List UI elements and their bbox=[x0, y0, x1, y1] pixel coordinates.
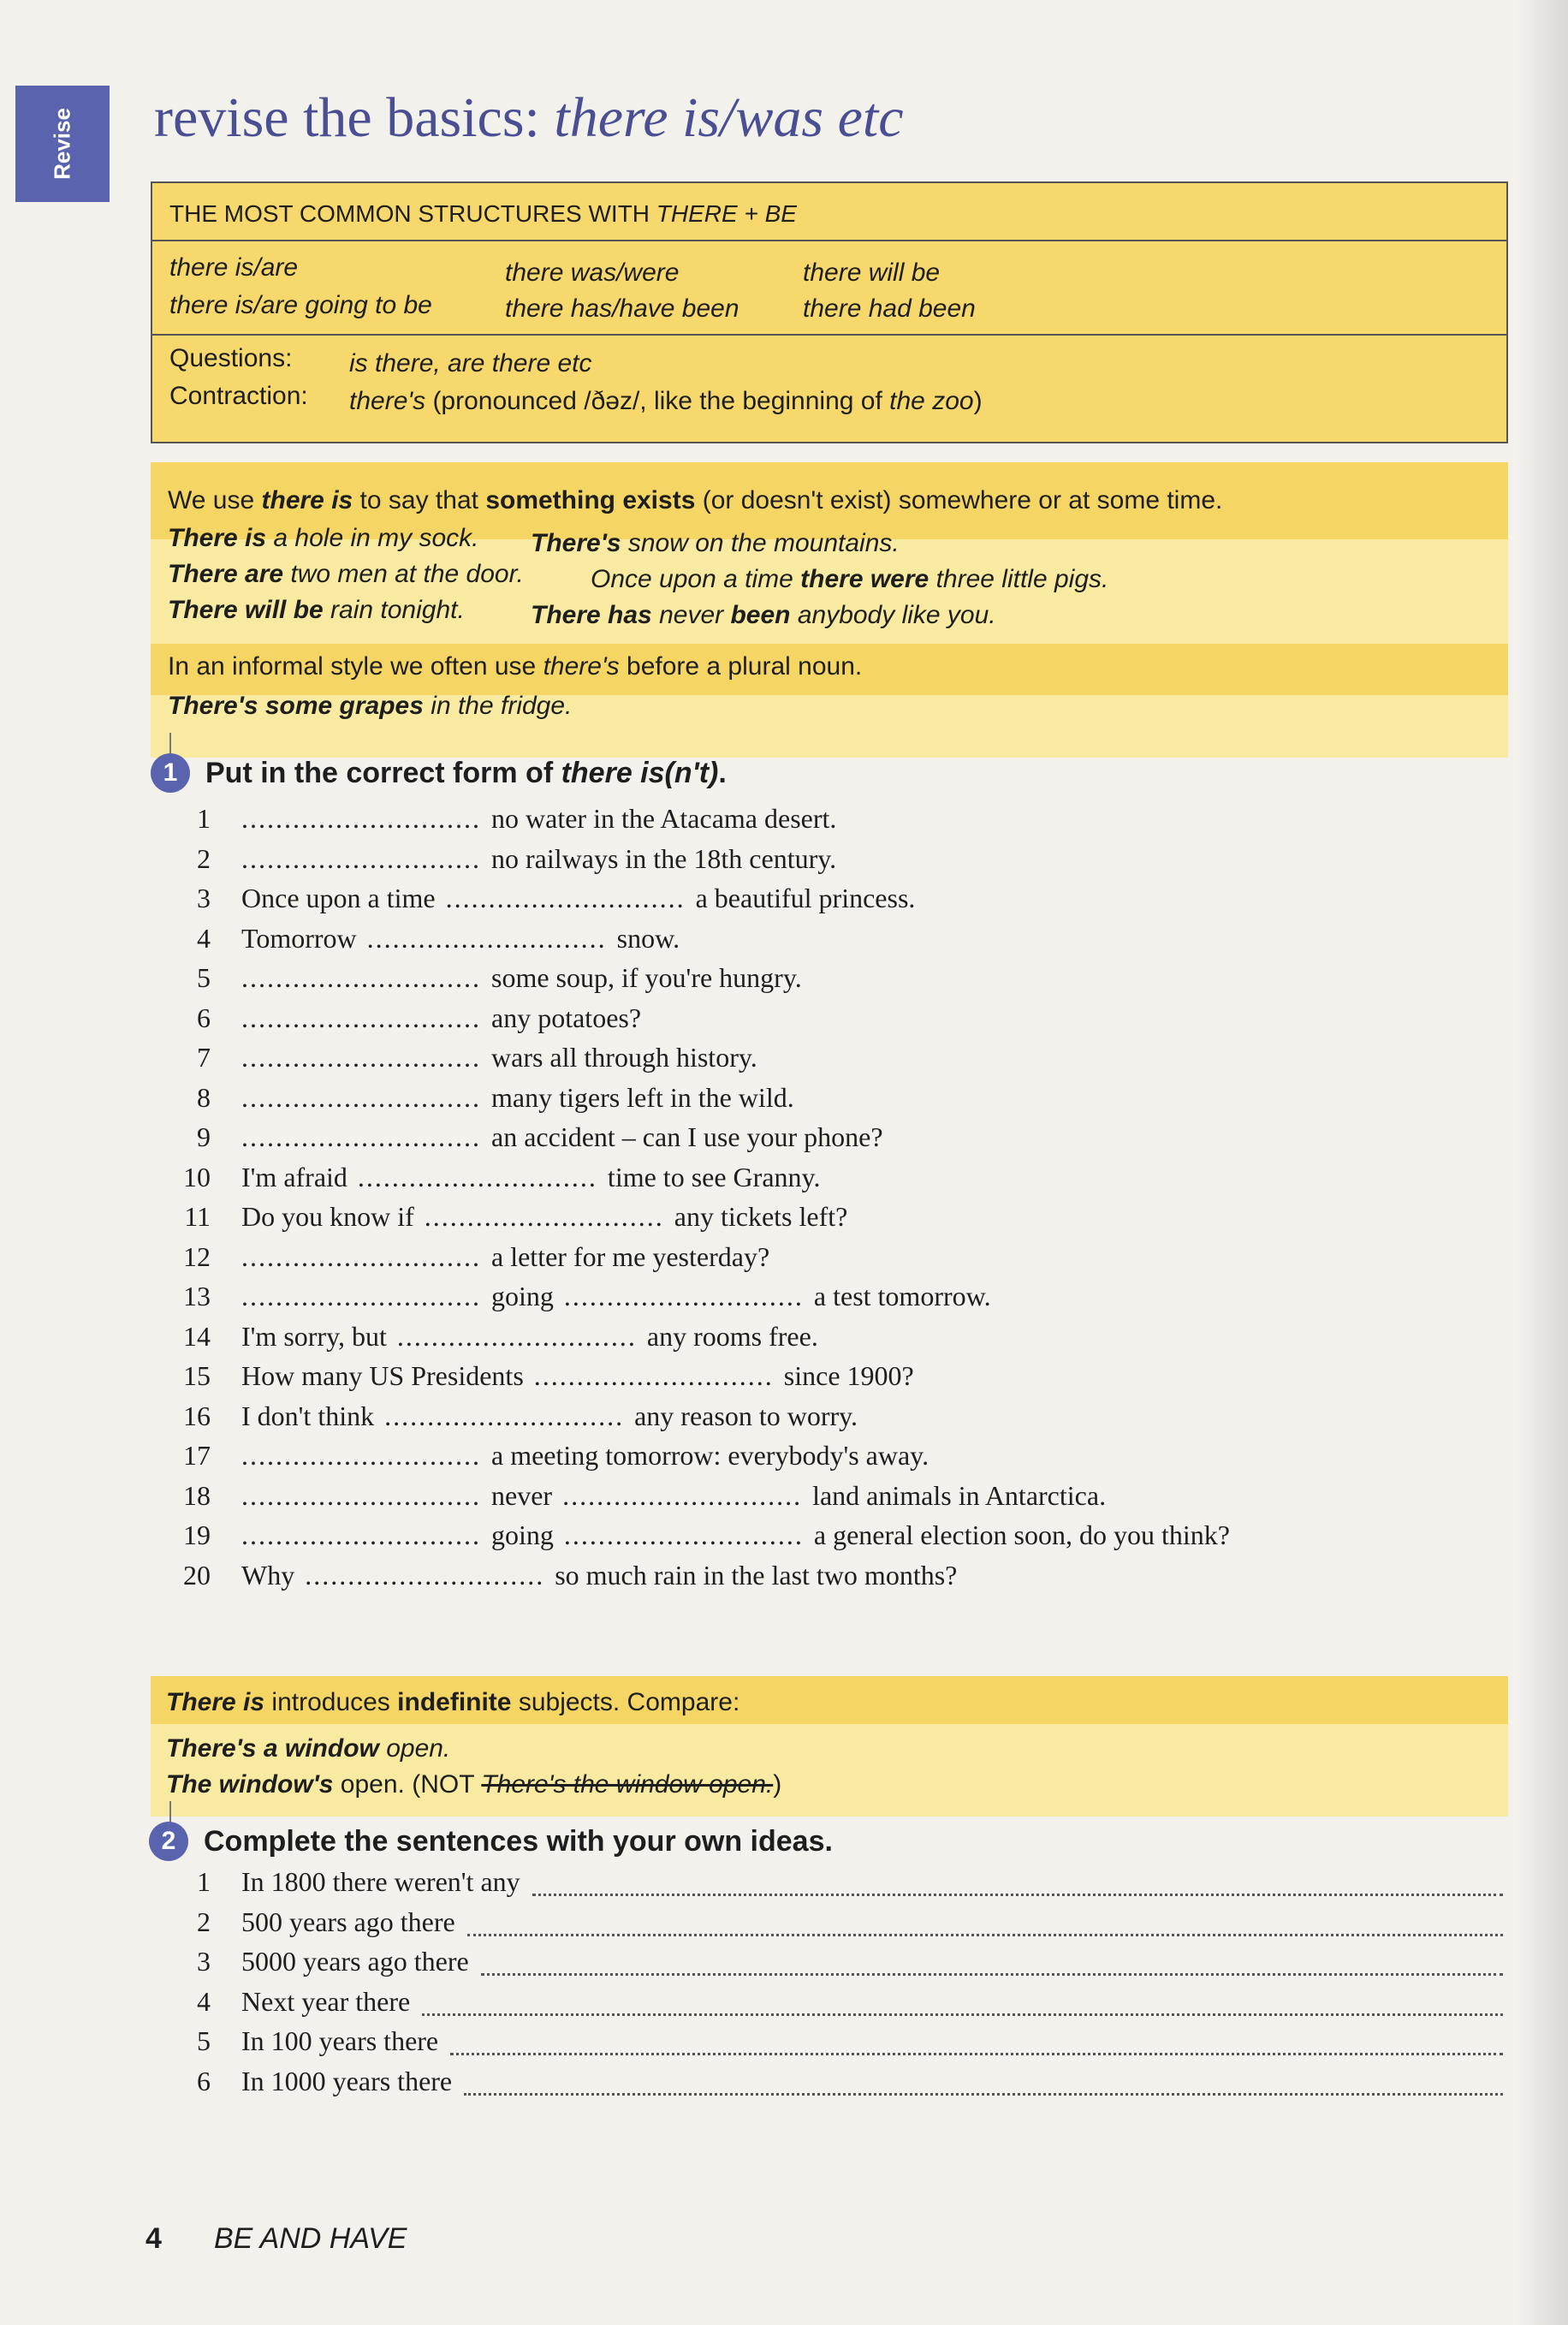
item-number: 19 bbox=[183, 1519, 211, 1550]
answer-blank[interactable]: ............................ bbox=[396, 1320, 637, 1352]
structures-heading: THE MOST COMMON STRUCTURES WITH THERE + BE bbox=[152, 183, 1506, 241]
box2-rule: There is introduces indefinite subjects. Compare: bbox=[166, 1688, 740, 1716]
item-text: Why bbox=[241, 1559, 295, 1591]
exercise-1-item bbox=[183, 1161, 830, 1193]
form-item: there had been bbox=[803, 294, 976, 323]
answer-blank[interactable]: ............................ bbox=[563, 1519, 804, 1550]
exercise-1-number: 1 bbox=[151, 753, 190, 793]
exercise-2-item bbox=[176, 2025, 438, 2057]
item-text: 5000 years ago there bbox=[241, 1946, 469, 1977]
exercise-2-item bbox=[176, 1866, 520, 1898]
answer-blank[interactable]: ............................ bbox=[563, 1281, 804, 1311]
structures-forms bbox=[152, 241, 1506, 336]
item-text: I'm sorry, but bbox=[241, 1320, 387, 1352]
example-sentence: There's snow on the mountains. bbox=[531, 529, 900, 557]
exercise-1-item bbox=[184, 1201, 858, 1233]
item-text: In 100 years there bbox=[241, 2025, 439, 2056]
item-number: 8 bbox=[197, 1081, 211, 1113]
item-number: 6 bbox=[197, 1002, 211, 1033]
item-number: 17 bbox=[183, 1440, 211, 1471]
answer-blank[interactable]: ............................ bbox=[384, 1400, 625, 1431]
exercise-1-item bbox=[183, 1360, 924, 1392]
item-text: time to see Granny. bbox=[607, 1161, 821, 1192]
exercise-2-item bbox=[176, 1946, 469, 1977]
answer-blank[interactable]: ............................ bbox=[241, 962, 481, 993]
item-text: any rooms free. bbox=[646, 1320, 818, 1352]
contraction-value: there's (pronounced /ðəz/, like the beginning of the zoo) bbox=[349, 387, 983, 415]
item-text: since 1900? bbox=[783, 1360, 914, 1391]
exercise-1-item bbox=[197, 803, 846, 835]
item-text: In 1000 years there bbox=[241, 2065, 453, 2096]
item-text: 500 years ago there bbox=[241, 1906, 455, 1937]
exercise-marker-line bbox=[169, 733, 171, 755]
item-number: 6 bbox=[197, 2065, 211, 2096]
form-item: there is/are bbox=[169, 253, 299, 282]
form-item: there has/have been bbox=[505, 294, 739, 323]
exercise-1-item bbox=[183, 1559, 967, 1591]
box1-rule-informal: In an informal style we often use there's before a plural noun. bbox=[168, 652, 863, 681]
page-number: 4 bbox=[146, 2222, 162, 2255]
answer-blank[interactable]: ............................ bbox=[562, 1479, 803, 1511]
answer-blank[interactable]: ............................ bbox=[357, 1161, 597, 1192]
item-number: 20 bbox=[183, 1559, 211, 1591]
example-sentence: There will be rain tonight. bbox=[168, 596, 465, 624]
item-text: no water in the Atacama desert. bbox=[491, 803, 837, 834]
there-is-explanation-box bbox=[151, 462, 1508, 758]
form-item: there will be bbox=[803, 259, 941, 287]
exercise-1-item bbox=[183, 1519, 1240, 1551]
item-text: I'm afraid bbox=[241, 1161, 347, 1192]
exercise-2-item bbox=[176, 1986, 410, 2018]
item-number: 1 bbox=[197, 803, 211, 834]
exercise-1-item bbox=[183, 1240, 780, 1273]
item-text: Do you know if bbox=[241, 1201, 414, 1232]
item-text: any tickets left? bbox=[674, 1201, 848, 1232]
answer-blank[interactable]: ............................ bbox=[305, 1559, 545, 1591]
item-text: a meeting tomorrow: everybody's away. bbox=[491, 1440, 930, 1471]
exercise-1-item bbox=[183, 1320, 829, 1353]
item-number: 5 bbox=[197, 2025, 211, 2056]
item-text: I don't think bbox=[241, 1400, 375, 1431]
answer-blank[interactable]: ............................ bbox=[241, 1121, 481, 1152]
item-number: 12 bbox=[183, 1240, 211, 1272]
exercise-2-item bbox=[176, 2066, 452, 2097]
item-text: some soup, if you're hungry. bbox=[491, 962, 802, 993]
exercise-2-item bbox=[176, 1906, 455, 1938]
answer-line[interactable] bbox=[450, 2053, 1503, 2055]
section-title: BE AND HAVE bbox=[214, 2222, 407, 2255]
item-text: land animals in Antarctica. bbox=[812, 1479, 1107, 1511]
item-text: a general election soon, do you think? bbox=[813, 1519, 1230, 1550]
item-number: 9 bbox=[197, 1121, 211, 1152]
item-text: wars all through history. bbox=[491, 1042, 757, 1073]
item-number: 5 bbox=[197, 962, 211, 993]
item-text: going bbox=[491, 1519, 554, 1550]
item-number: 7 bbox=[197, 1042, 211, 1073]
answer-blank[interactable]: ............................ bbox=[241, 1240, 481, 1272]
exercise-1-item bbox=[197, 1121, 894, 1153]
answer-blank[interactable]: ............................ bbox=[241, 1519, 481, 1550]
exercise-1-instruction: Put in the correct form of there is(n't). bbox=[205, 757, 727, 789]
example-sentence: There has never been anybody like you. bbox=[531, 601, 996, 629]
answer-line[interactable] bbox=[532, 1894, 1503, 1896]
answer-line[interactable] bbox=[481, 1973, 1503, 1976]
example-sentence: There are two men at the door. bbox=[168, 560, 524, 588]
item-text: snow. bbox=[616, 922, 680, 954]
item-number: 2 bbox=[197, 1906, 211, 1937]
page-title: revise the basics: there is/was etc bbox=[154, 86, 904, 149]
exercise-1-item bbox=[197, 962, 812, 994]
answer-blank[interactable]: ............................ bbox=[241, 803, 481, 834]
answer-blank[interactable]: ............................ bbox=[366, 922, 607, 954]
item-text: many tigers left in the wild. bbox=[491, 1081, 794, 1113]
answer-blank[interactable]: ............................ bbox=[241, 842, 481, 874]
box1-rule: We use there is to say that something exists (or doesn't exist) somewhere or at some time. bbox=[168, 486, 1223, 514]
answer-line[interactable] bbox=[422, 2013, 1503, 2016]
questions-contraction bbox=[152, 336, 1506, 442]
structures-table bbox=[151, 181, 1508, 443]
revise-side-tab bbox=[15, 86, 110, 202]
item-text: so much rain in the last two months? bbox=[555, 1559, 958, 1591]
example-sentence: Once upon a time there were three little pigs. bbox=[591, 565, 1109, 593]
item-text: an accident – can I use your phone? bbox=[491, 1121, 883, 1152]
item-number: 2 bbox=[197, 842, 211, 874]
item-number: 4 bbox=[197, 922, 211, 954]
exercise-1-item bbox=[183, 1440, 939, 1472]
form-item: there was/were bbox=[505, 259, 680, 287]
item-text: Tomorrow bbox=[241, 922, 357, 954]
example-sentence: There is a hole in my sock. bbox=[168, 524, 479, 552]
exercise-1-item bbox=[197, 843, 846, 875]
answer-blank[interactable]: ............................ bbox=[241, 1479, 481, 1511]
item-text: In 1800 there weren't any bbox=[241, 1866, 520, 1897]
example-sentence: The window's open. (NOT There's the window open.) bbox=[166, 1770, 782, 1799]
exercise-1-item bbox=[197, 883, 925, 914]
answer-line[interactable] bbox=[464, 2093, 1503, 2096]
item-text: a test tomorrow. bbox=[813, 1281, 991, 1311]
page-curl-shadow bbox=[1517, 0, 1568, 2325]
example-sentence: There's a window open. bbox=[166, 1734, 451, 1763]
exercise-1-item bbox=[197, 1042, 768, 1073]
exercise-1-item bbox=[197, 1002, 651, 1034]
item-number: 16 bbox=[183, 1400, 211, 1431]
questions-label: Questions: bbox=[169, 344, 293, 372]
exercise-1-item bbox=[183, 1400, 868, 1432]
form-item: there is/are going to be bbox=[169, 291, 432, 319]
item-text: never bbox=[491, 1479, 553, 1511]
exercise-1-item bbox=[183, 1479, 1116, 1512]
questions-value: is there, are there etc bbox=[349, 349, 592, 378]
exercise-1-item bbox=[183, 1281, 1001, 1312]
answer-blank[interactable]: ............................ bbox=[241, 1281, 481, 1311]
item-text: going bbox=[491, 1281, 554, 1311]
item-number: 4 bbox=[197, 1985, 211, 2017]
item-text: a beautiful princess. bbox=[695, 883, 916, 913]
indefinite-subjects-box bbox=[151, 1676, 1508, 1817]
answer-blank[interactable]: ............................ bbox=[241, 1081, 481, 1113]
item-number: 13 bbox=[183, 1281, 211, 1311]
item-text: Next year there bbox=[241, 1985, 411, 2017]
item-text: Once upon a time bbox=[241, 883, 436, 913]
item-text: any potatoes? bbox=[491, 1002, 642, 1033]
item-number: 10 bbox=[183, 1161, 211, 1192]
item-number: 11 bbox=[184, 1201, 211, 1232]
answer-blank[interactable]: ............................ bbox=[445, 883, 686, 913]
side-tab-label: Revise bbox=[49, 108, 75, 180]
exercise-1-item bbox=[197, 923, 690, 954]
item-number: 3 bbox=[197, 1946, 211, 1977]
answer-blank[interactable]: ............................ bbox=[241, 1002, 481, 1033]
contraction-label: Contraction: bbox=[169, 382, 308, 410]
exercise-marker-line bbox=[169, 1801, 171, 1823]
item-number: 18 bbox=[183, 1479, 211, 1511]
answer-blank[interactable]: ............................ bbox=[424, 1201, 664, 1232]
item-number: 14 bbox=[183, 1320, 211, 1352]
answer-blank[interactable]: ............................ bbox=[241, 1440, 481, 1471]
exercise-1-item bbox=[197, 1082, 805, 1114]
example-sentence: There's some grapes in the fridge. bbox=[168, 692, 573, 720]
item-text: no railways in the 18th century. bbox=[491, 842, 837, 874]
item-number: 3 bbox=[197, 883, 211, 913]
item-text: any reason to worry. bbox=[634, 1400, 858, 1431]
item-text: How many US Presidents bbox=[241, 1360, 524, 1391]
answer-line[interactable] bbox=[467, 1934, 1503, 1936]
item-number: 1 bbox=[197, 1866, 211, 1897]
answer-blank[interactable]: ............................ bbox=[533, 1360, 774, 1391]
exercise-2-number: 2 bbox=[149, 1822, 188, 1861]
answer-blank[interactable]: ............................ bbox=[241, 1042, 481, 1073]
item-text: a letter for me yesterday? bbox=[491, 1240, 770, 1272]
exercise-2-instruction: Complete the sentences with your own ideas. bbox=[204, 1825, 833, 1858]
item-number: 15 bbox=[183, 1360, 211, 1391]
